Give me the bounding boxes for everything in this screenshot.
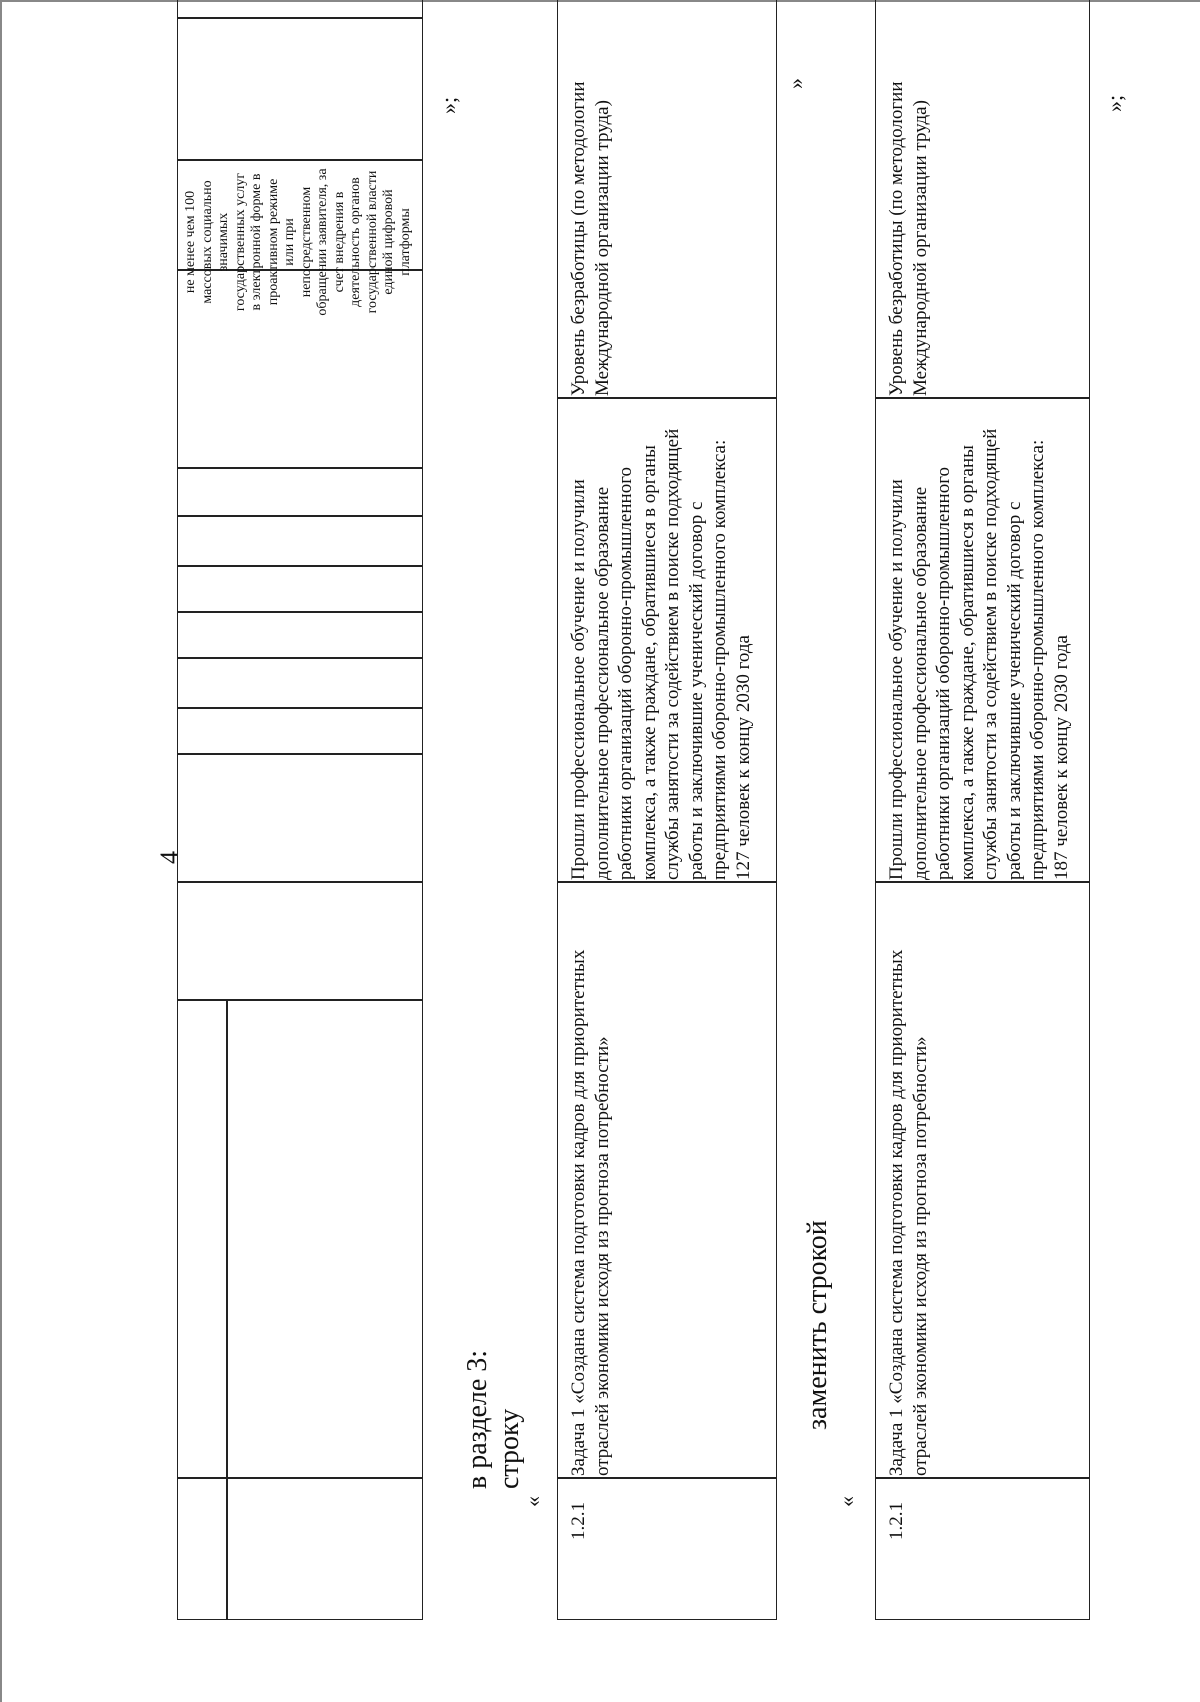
top-table-cell [177, 516, 423, 566]
top-table-cell [177, 566, 423, 612]
old-row-num: 1.2.1 [568, 1502, 589, 1540]
new-row-num: 1.2.1 [886, 1502, 907, 1540]
top-table-cell [227, 1478, 423, 1620]
section-label: в разделе 3: [462, 1349, 493, 1489]
top-table-cell [177, 1000, 227, 1478]
old-row-num-cell [557, 1478, 777, 1620]
top-table-end-mark: »; [436, 96, 461, 114]
open-quote-2: « [834, 1496, 859, 1507]
old-row-result: Прошли профессиональное обучение и получили дополнительное профессиональное образование работники организаций оборонно-промышленного комплекса, а также граждане, обратившиеся в органы службы занятости за содействием в поиске подходящей работы и заключившие ученический договор с предприятиями оборонно-промышленного комплекса: 127 человек к концу 2030 года [568, 428, 754, 880]
top-table-cell [177, 612, 423, 658]
top-table-cell [177, 708, 423, 754]
top-table-cell [177, 882, 423, 1000]
top-table-cell [177, 658, 423, 708]
open-quote: « [520, 1496, 545, 1507]
new-row-result: Прошли профессиональное обучение и получили дополнительное профессиональное образование работники организаций оборонно-промышленного комплекса, а также граждане, обратившиеся в органы службы занятости за содействием в поиске подходящей работы и заключившие ученический договор с предприятиями оборонно-промышленного комплекса: 187 человек к концу 2030 года [886, 428, 1072, 880]
top-table-cell [177, 468, 423, 516]
top-table-cell [227, 1000, 423, 1478]
top-table-cell [177, 0, 423, 18]
new-row-task: Задача 1 «Создана система подготовки кадров для приоритетных отраслей экономики исходя из прогноза потребности» [886, 949, 931, 1476]
replace-label: заменить строкой [802, 1220, 833, 1430]
old-row-task: Задача 1 «Создана система подготовки кадров для приоритетных отраслей экономики исходя из прогноза потребности» [568, 949, 613, 1476]
new-row-end-mark: »; [1102, 94, 1127, 112]
top-table-cell [177, 18, 423, 160]
new-row-num-cell [875, 1478, 1090, 1620]
top-table-cell-text: не менее чем 100 массовых социально значимых государственных услуг в электронной форме в проактивном режиме или при непосредственном обращении заявителя, за счет внедрения в деятельность органов государственной власти единой цифровой платформы [183, 168, 413, 316]
top-table-cell [177, 754, 423, 882]
page-number: 4 [155, 851, 184, 864]
top-table-cell [177, 1478, 227, 1620]
close-quote: » [783, 78, 808, 89]
new-row-indicator: Уровень безработицы (по методологии Международной организации труда) [886, 81, 931, 396]
old-row-indicator: Уровень безработицы (по методологии Международной организации труда) [568, 81, 613, 396]
row-label: строку [494, 1408, 525, 1489]
